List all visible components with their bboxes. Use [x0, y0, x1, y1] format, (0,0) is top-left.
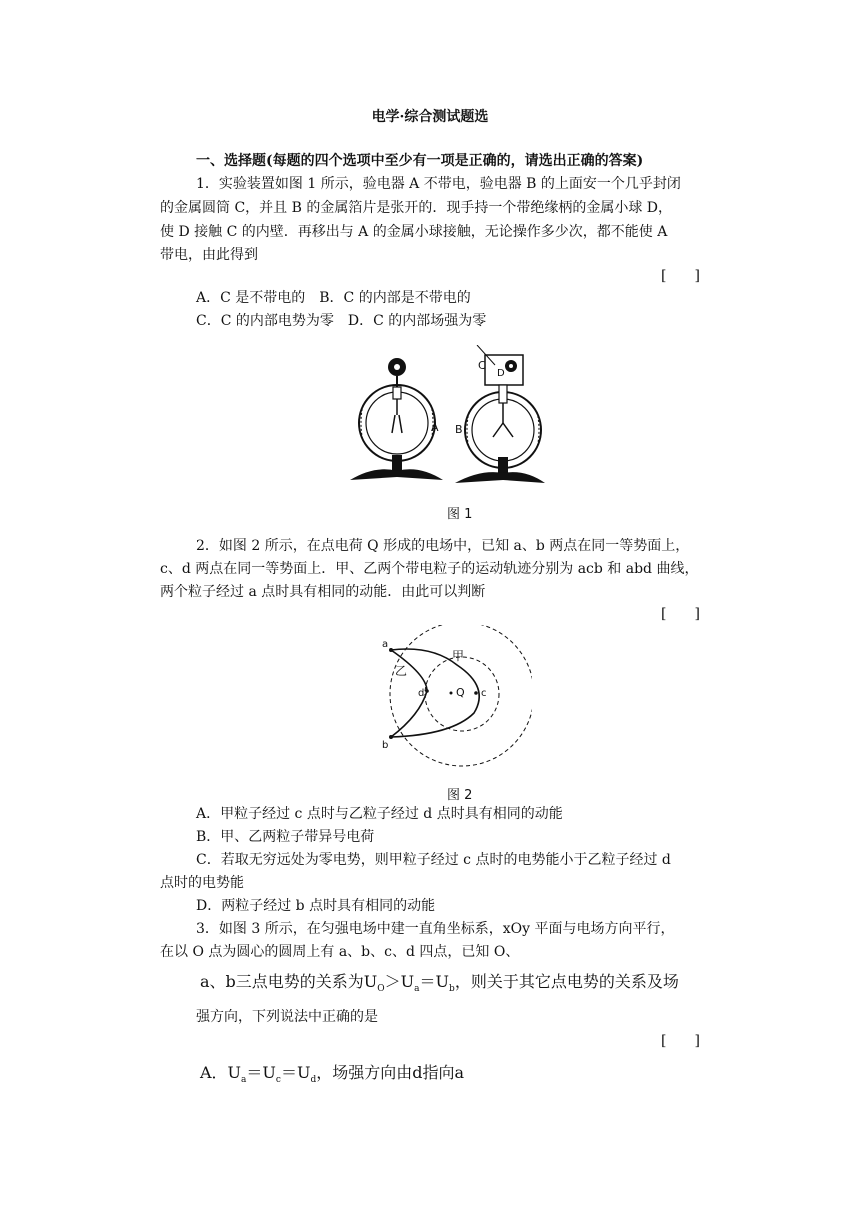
q3-opta-post: ，场强方向由d指向a: [316, 1063, 465, 1082]
q3-line3-post: ，则关于其它点电势的关系及场: [454, 972, 679, 991]
figure-1-caption: 图 1: [447, 507, 473, 522]
q3-opta-sub-d: d: [310, 1075, 317, 1086]
q3-opta-sub-c: c: [275, 1075, 281, 1086]
q1-answer-bracket: [ ]: [661, 268, 700, 284]
q2-option-b: B．甲、乙两粒子带异号电荷: [196, 829, 375, 845]
fig2-label-q: Q: [456, 686, 465, 699]
fig1-label-c: C: [478, 359, 486, 372]
q3-line3-mid1: ＞U: [384, 972, 415, 991]
q2-line-1: 2．如图 2 所示，在点电荷 Q 形成的电场中，已知 a、b 两点在同一等势面上，: [196, 538, 690, 554]
fig1-label-a: A: [431, 421, 439, 434]
q3-line3-pre: a、b三点电势的关系为U: [200, 972, 378, 991]
q3-line-1: 3．如图 3 所示，在匀强电场中建一直角坐标系，xOy 平面与电场方向平行，: [196, 921, 675, 937]
q2-line-3: 两个粒子经过 a 点时具有相同的动能．由此可以判断: [160, 584, 486, 600]
q3-line-2: 在以 O 点为圆心的圆周上有 a、b、c、d 四点，已知 O、: [160, 944, 520, 960]
figure-2-field-lines: [372, 625, 532, 770]
q2-option-d: D．两粒子经过 b 点时具有相同的动能: [196, 898, 436, 914]
q2-option-a: A．甲粒子经过 c 点时与乙粒子经过 d 点时具有相同的动能: [196, 806, 563, 822]
electroscope-a: [350, 358, 443, 480]
fig2-label-jia: 甲: [452, 649, 465, 663]
page-title: 电学·综合测试题选: [371, 109, 489, 125]
q3-opta-mid2: ＝U: [280, 1063, 311, 1082]
fig1-label-b: B: [455, 423, 463, 436]
fig1-label-d: D: [497, 368, 505, 379]
q3-opta-sub-a: a: [241, 1075, 247, 1086]
fig2-label-yi: 乙: [395, 664, 408, 678]
figure-1-electroscopes: [345, 345, 545, 490]
q3-opta-pre: A．U: [200, 1063, 242, 1082]
fig2-label-d: d: [418, 688, 425, 699]
q3-option-a: [200, 1063, 464, 1090]
q3-sub-o: O: [377, 984, 385, 995]
section-heading: 一、选择题(每题的四个选项中至少有一项是正确的，请选出正确的答案): [196, 153, 644, 169]
q3-sub-b: b: [449, 984, 455, 995]
fig2-label-a: a: [382, 639, 389, 650]
q3-potential-relation: [200, 972, 679, 999]
q2-line-2: c、d 两点在同一等势面上．甲、乙两个带电粒子的运动轨迹分别为 acb 和 abd 曲线，: [160, 561, 699, 577]
electroscope-b: [455, 345, 545, 483]
figure-2-caption: 图 2: [447, 788, 473, 803]
q3-opta-mid1: ＝U: [246, 1063, 276, 1082]
fig2-label-b: b: [382, 740, 389, 751]
q2-option-c: C．若取无穷远处为零电势，则甲粒子经过 c 点时的电势能小于乙粒子经过 d: [196, 852, 671, 868]
q1-options-row-2: C．C 的内部电势为零 D．C 的内部场强为零: [196, 313, 487, 329]
q3-answer-bracket: [ ]: [661, 1033, 700, 1049]
q3-line3-mid2: ＝U: [419, 972, 450, 991]
q1-line-3: 使 D 接触 C 的内壁．再移出与 A 的金属小球接触，无论操作多少次，都不能使 A: [160, 224, 668, 240]
q2-answer-bracket: [ ]: [661, 606, 700, 622]
q2-option-c-cont: 点时的电势能: [160, 875, 244, 891]
q3-sub-a: a: [414, 984, 420, 995]
trajectory-jia: [391, 649, 479, 737]
q1-options-row-1: A．C 是不带电的 B．C 的内部是不带电的: [196, 290, 471, 306]
fig2-label-c: c: [481, 688, 487, 699]
q3-line-4: 强方向，下列说法中正确的是: [196, 1009, 378, 1025]
q1-line-4: 带电，由此得到: [160, 247, 258, 263]
q1-line-1: 1．实验装置如图 1 所示，验电器 A 不带电，验电器 B 的上面安一个几乎封闭: [196, 176, 681, 192]
q1-line-2: 的金属圆筒 C，并且 B 的金属箔片是张开的．现手持一个带绝缘柄的金属小球 D，: [160, 200, 673, 216]
